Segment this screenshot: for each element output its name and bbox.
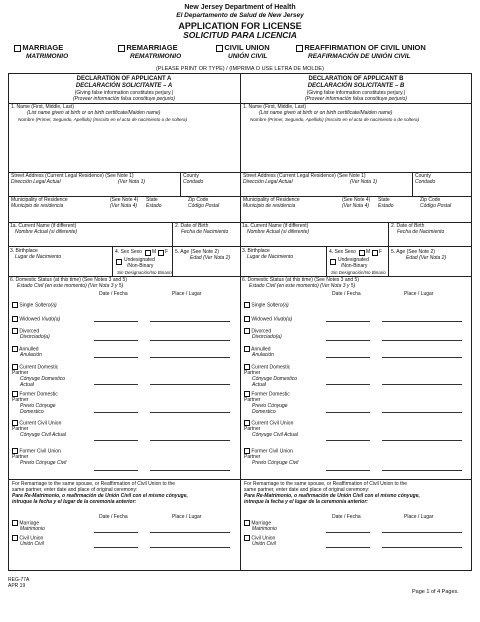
a-domestic-label: 6. Domestic Status (at this time) (See Notes 3 and 5): [10, 277, 127, 283]
a-birthplace-label: 3. Birthplace: [10, 248, 38, 254]
remarriage-checkbox[interactable]: [118, 45, 125, 52]
b-street-label: Street Address (Current Legal Residence) (See Note 1): [243, 173, 366, 179]
a-county-label: County: [183, 173, 199, 179]
license-type-remarriage[interactable]: [118, 44, 181, 60]
applicant-a-perjury-es: (Proveer información falsa constituye perjurio): [73, 96, 175, 102]
a-nonbinary-label-es: Sin Designación/No Binario: [117, 270, 172, 275]
license-type-marriage[interactable]: [14, 44, 68, 60]
a-state-label-es: Estado: [146, 203, 162, 209]
b-street-label-es: Dirección Legal Actual: [243, 179, 293, 185]
a-name-note-es: Nombre (Primer, Segundo, Apellido) (Inscrito en el acta de nacimiento o de soltera): [18, 117, 188, 122]
b-current-name-label-es: Nombre Actual (si diferente): [247, 229, 310, 235]
b-status-former-cu[interactable]: Former Civil Union Partner Previo Cónyuge Civil: [244, 448, 299, 466]
b-annulled-checkbox[interactable]: [244, 346, 250, 352]
a-remarriage-note-1: For Remarriage to the same spouse, or Reaffirmation of Civil Union to the: [12, 481, 176, 487]
b-place-col: Place / Lugar: [404, 291, 434, 297]
applicant-b-title: DECLARATION OF APPLICANT B: [308, 76, 404, 82]
a-remarriage-note-es1: Para Re-Matrimonio, o reafirmación de Unión Civil con el mismo cónyuge,: [12, 493, 188, 499]
b-widowed-checkbox[interactable]: [244, 316, 250, 322]
b-sex-undesignated-checkbox[interactable]: [330, 259, 336, 265]
a-dob-label-es: Fecha de Nacimiento: [181, 229, 229, 235]
b-birthplace-label: 3. Birthplace: [242, 248, 270, 254]
b-see-note4: (See Note 4): [342, 197, 371, 203]
a-current-name-label-es: Nombre Actual (si diferente): [15, 229, 78, 235]
b-age-label: 5. Age (See Note 2): [391, 249, 435, 255]
a-rem-place-col: Place / Lugar: [172, 514, 202, 520]
form-id: REG-77A: [8, 577, 30, 583]
applicant-a-title-es: DECLARACIÓN SOLICITANTE – A: [75, 83, 173, 89]
a-sex-undesignated-checkbox[interactable]: [116, 259, 122, 265]
b-zip-label-es: Código Postal: [420, 203, 452, 209]
license-type-civil-union[interactable]: [216, 44, 270, 60]
b-sex-label: 4. Sex Sexo: [329, 249, 356, 255]
b-age-label-es: Edad (Ver Nota 2): [406, 255, 447, 261]
a-place-col: Place / Lugar: [172, 291, 202, 297]
a-rem-marriage[interactable]: Marriage Matrimonio: [12, 520, 45, 533]
a-street-label-es: Dirección Legal Actual: [11, 179, 61, 185]
b-status-single[interactable]: Single Soltero(a): [244, 302, 289, 309]
reaffirmation-label-es: REAFIRMACIÓN DE UNIÓN CIVIL: [308, 52, 411, 60]
b-remarriage-note-2: same partner, enter date and place of original ceremony:: [244, 487, 370, 493]
a-zip-label-es: Código Postal: [188, 203, 220, 209]
a-street-note-es: (Ver Nota 1): [118, 179, 146, 185]
b-nonbinary-label-es: Sin Designación/No Binario: [331, 270, 386, 275]
reaffirmation-label: REAFFIRMATION OF CIVIL UNION: [304, 43, 426, 52]
a-status-divorced[interactable]: Divorced Divorciado(a): [12, 328, 50, 341]
a-current-name-label: 1a. Current Name (if different): [10, 223, 77, 229]
a-remarriage-note-2: same partner, enter date and place of original ceremony:: [12, 487, 138, 493]
b-name-note-es: Nombre (Primer, Segundo, Apellido) (Inscrito en el acta de nacimiento o de soltera): [250, 117, 420, 122]
b-rem-marriage[interactable]: Marriage Matrimonio: [244, 520, 277, 533]
a-rem-marriage-checkbox[interactable]: [12, 520, 18, 526]
b-rem-civil-union-checkbox[interactable]: [244, 535, 250, 541]
b-remarriage-note-es2: intreque la fecha y el lugar de la ceremonia anterior:: [244, 499, 368, 505]
a-nonbinary-label: /Non-Binary: [127, 263, 154, 269]
b-current-name-label: 1a. Current Name (if different): [242, 223, 309, 229]
b-status-widowed[interactable]: Widowed Viudo(a): [244, 316, 292, 323]
b-rem-date-col: Date / Fecha: [332, 514, 361, 520]
applicant-b-perjury-es: (Proveer información falsa constituye perjurio): [305, 96, 407, 102]
applicant-b-title-es: DECLARACIÓN SOLICITANTE – B: [307, 83, 405, 89]
b-see-note4-es: (Ver Nota 4): [342, 203, 370, 209]
reaffirmation-checkbox[interactable]: [296, 45, 303, 52]
a-divorced-checkbox[interactable]: [12, 328, 18, 334]
b-name-label: 1. Name (First, Middle, Last): [243, 104, 307, 110]
a-rem-civil-union[interactable]: Civil Union Unión Civil: [12, 535, 44, 548]
remarriage-label-es: REMATRIMONIO: [130, 52, 182, 60]
marriage-label: MARRIAGE: [22, 43, 64, 52]
b-sex-f-checkbox[interactable]: [372, 250, 378, 256]
b-rem-place-col: Place / Lugar: [404, 514, 434, 520]
dept-name-en: New Jersey Department of Health: [184, 4, 296, 11]
b-date-col: Date / Fecha: [332, 291, 361, 297]
a-rem-civil-union-checkbox[interactable]: [12, 535, 18, 541]
a-widowed-checkbox[interactable]: [12, 316, 18, 322]
a-street-label: Street Address (Current Legal Residence) (See Note 1): [11, 173, 134, 179]
applicant-a-perjury: (Giving false information constitutes perjury.): [74, 90, 174, 96]
b-birthplace-label-es: Lugar de Nacimiento: [247, 254, 294, 260]
civil-union-label: CIVIL UNION: [224, 43, 270, 52]
form-title-es: SOLICITUD PARA LICENCIA: [183, 30, 297, 40]
a-sex-m-label: M: [152, 249, 157, 255]
b-nonbinary-label: /Non-Binary: [341, 263, 368, 269]
a-domestic-label-es: Estado Civil (en este momento) (Ver Nota 3 y 5): [17, 283, 124, 289]
civil-union-label-es: UNIÓN CIVIL: [228, 52, 268, 60]
b-sex-m-label: M: [366, 249, 371, 255]
a-municipality-label-es: Municipio de residencia: [11, 203, 64, 209]
a-status-current-dp[interactable]: Current Domestic Partner Cónyuge Domestico Actual: [12, 364, 66, 388]
a-county-label-es: Condado: [183, 179, 204, 185]
b-status-annulled[interactable]: Annulled Anulación: [244, 346, 274, 359]
applicant-b-perjury: (Giving false information constitutes perjury.): [306, 90, 406, 96]
a-rem-date-col: Date / Fecha: [99, 514, 128, 520]
a-sex-label: 4. Sex Sexo: [115, 249, 142, 255]
a-status-former-dp[interactable]: Former Domestic Partner Previo Cónyuge Domestico: [12, 391, 58, 415]
b-street-note-es: (Ver Nota 1): [350, 179, 378, 185]
marriage-label-es: MATRIMONIO: [26, 52, 69, 60]
b-name-note: (List name given at birth or on birth certificate/Maiden name): [259, 110, 393, 116]
b-single-checkbox[interactable]: [244, 302, 250, 308]
a-status-current-cu[interactable]: Current Civil Union Partner Cónyuge Civil Actual: [12, 420, 66, 438]
b-state-label: State: [378, 197, 390, 203]
print-note: (PLEASE PRINT OR TYPE) / (IMPRIMA O USE LETRA DE MOLDE): [156, 66, 324, 72]
a-see-note4-es: (Ver Nota 4): [110, 203, 138, 209]
b-status-current-cu[interactable]: Current Civil Union Partner Cónyuge Civil Actual: [244, 420, 298, 438]
a-zip-label: Zip Code: [188, 197, 209, 203]
b-remarriage-note-1: For Remarriage to the same spouse, or Reaffirmation of Civil Union to the: [244, 481, 408, 487]
b-status-divorced[interactable]: Divorced Divorciado(a): [244, 328, 282, 341]
form-date: APR 19: [8, 583, 26, 589]
b-sex-f-label: F: [379, 249, 383, 255]
b-municipality-label-es: Municipio de residencia: [243, 203, 296, 209]
a-annulled-checkbox[interactable]: [12, 346, 18, 352]
a-name-input[interactable]: [12, 124, 238, 168]
a-age-label: 5. Age (See Note 2): [175, 249, 219, 255]
applicant-a-title: DECLARATION OF APPLICANT A: [76, 76, 172, 82]
a-see-note4: (See Note 4): [110, 197, 139, 203]
license-type-reaffirmation[interactable]: [296, 44, 426, 60]
center-divider: [240, 73, 241, 571]
a-status-single[interactable]: Single Soltero(a): [12, 302, 57, 309]
form-title-en: APPLICATION FOR LICENSE: [178, 21, 302, 31]
b-dob-label-es: Fecha de Nacimiento: [397, 229, 445, 235]
b-sex-m-checkbox[interactable]: [359, 250, 365, 256]
a-remarriage-note-es2: intruque la fecha y el lugar de la ceremonia anterior:: [12, 499, 137, 505]
dept-name-es: El Departamento de Salud de New Jersey: [176, 12, 304, 19]
a-sex-f-checkbox[interactable]: [158, 250, 164, 256]
a-age-label-es: Edad (Ver Nota 2): [190, 255, 231, 261]
b-dob-label: 2. Date of Birth: [391, 223, 425, 229]
b-county-label-es: Condado: [415, 179, 436, 185]
a-status-former-cu[interactable]: Former Civil Union Partner Previo Cónyuge Civil: [12, 448, 67, 466]
a-status-widowed[interactable]: Widowed Viudo(a): [12, 316, 60, 323]
b-municipality-label: Municipality of Residence: [243, 197, 300, 203]
a-dob-label: 2. Date of Birth: [175, 223, 209, 229]
a-birthplace-label-es: Lugar de Nacimiento: [15, 254, 62, 260]
b-remarriage-note-es1: Para Re-Matrimonio, o reafirmación de Unión Civil con el mismo cónyuge,: [244, 493, 420, 499]
b-domestic-label-es: Estado Civil (en este momento) (Ver Nota 3 y 5): [249, 283, 356, 289]
b-rem-civil-union[interactable]: Civil Union Unión Civil: [244, 535, 276, 548]
a-undesignated-label: Undesignated: [124, 257, 155, 263]
b-divorced-checkbox[interactable]: [244, 328, 250, 334]
marriage-checkbox[interactable]: [14, 45, 21, 52]
a-name-label: 1. Name (First, Middle, Last): [11, 104, 75, 110]
a-name-note: (List name given at birth or on birth certificate/Maiden name): [27, 110, 161, 116]
a-sex-m-checkbox[interactable]: [145, 250, 151, 256]
b-status-current-dp[interactable]: Current Domestic Partner Cónyuge Domestico Actual: [244, 364, 298, 388]
b-undesignated-label: Undesignated: [338, 257, 369, 263]
a-date-col: Date / Fecha: [99, 291, 128, 297]
b-rem-marriage-checkbox[interactable]: [244, 520, 250, 526]
a-single-checkbox[interactable]: [12, 302, 18, 308]
b-status-former-dp[interactable]: Former Domestic Partner Previo Cónyuge Domestico: [244, 391, 290, 415]
b-zip-label: Zip Code: [420, 197, 441, 203]
b-name-input[interactable]: [244, 124, 470, 168]
b-state-label-es: Estado: [378, 203, 394, 209]
a-sex-f-label: F: [165, 249, 169, 255]
a-state-label: State: [146, 197, 158, 203]
remarriage-label: REMARRIAGE: [126, 43, 178, 52]
civil-union-checkbox[interactable]: [216, 45, 223, 52]
a-status-annulled[interactable]: Annulled Anulación: [12, 346, 42, 359]
page-number: Page 1 of 4 Pages.: [412, 589, 459, 595]
b-county-label: County: [415, 173, 431, 179]
a-municipality-label: Municipality of Residence: [11, 197, 68, 203]
b-domestic-label: 6. Domestic Status (at this time) (See Notes 3 and 5): [242, 277, 359, 283]
